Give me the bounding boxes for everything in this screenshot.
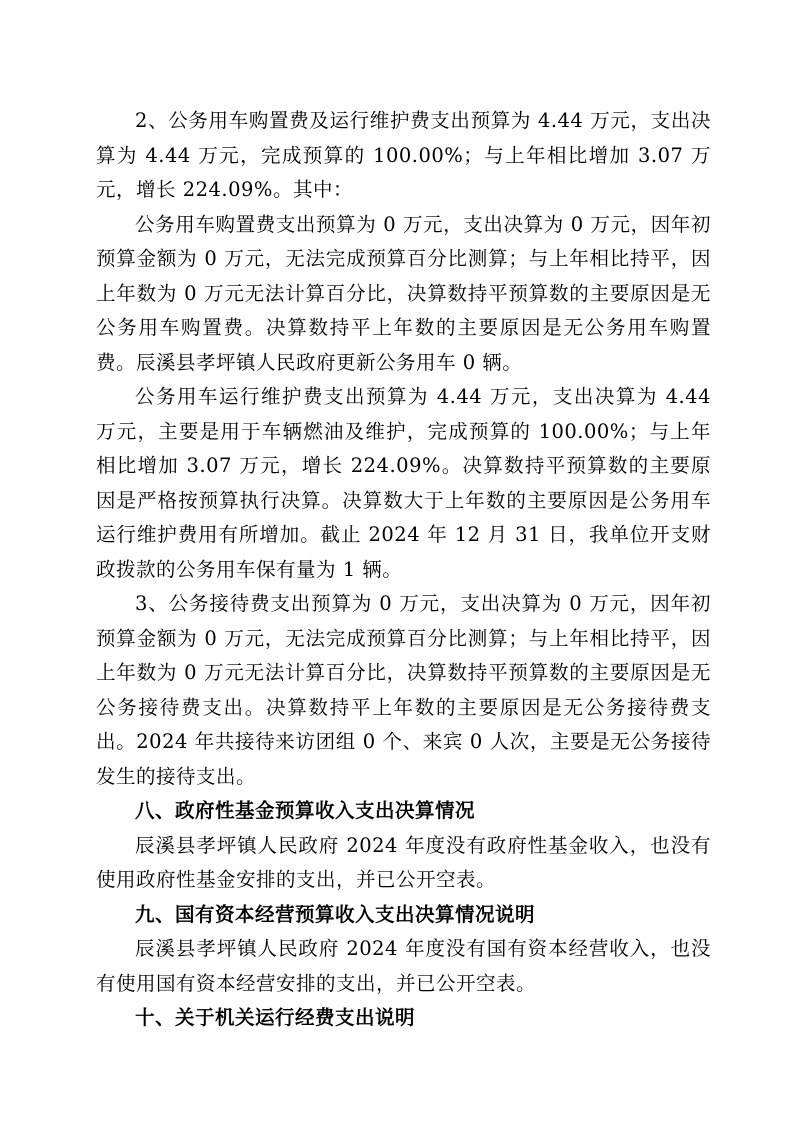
paragraph-vehicle-purchase-detail: 公务用车购置费支出预算为 0 万元，支出决算为 0 万元，因年初预算金额为 0 万元，无法完成预算百分比测算；与上年相比持平，因上年数为 0 万元无法计算百分比，决算数持平预算数的主要原因是无公务用车购置费。决算数持平上年数的主要原因是无公务用车购置费。辰溪县孝坪镇人民政府更新公务用车 0 辆。 [96,212,711,374]
heading-section-10-agency-operating-expense: 十、关于机关运行经费支出说明 [135,1006,416,1029]
heading-section-8-government-fund-budget: 八、政府性基金预算收入支出决算情况 [135,799,476,822]
paragraph-official-reception-expense: 3、公务接待费支出预算为 0 万元，支出决算为 0 万元，因年初预算金额为 0 万元，无法完成预算百分比测算；与上年相比持平，因上年数为 0 万元无法计算百分比，决算数持平预算数的主要原因是无公务接待费支出。决算数持平上年数的主要原因是无公务接待费支出。2024 年共接待来访团组 0 个、来宾 0 人次，主要是无公务接待发生的接待支出。 [96,592,711,788]
heading-section-9-state-capital-budget: 九、国有资本经营预算收入支出决算情况说明 [135,902,536,926]
paragraph-state-capital-statement: 辰溪县孝坪镇人民政府 2024 年度没有国有资本经营收入，也没有使用国有资本经营安排的支出，并已公开空表。 [96,937,711,995]
paragraph-vehicle-purchase-and-maintenance-total: 2、公务用车购置费及运行维护费支出预算为 4.44 万元，支出决算为 4.44 万元，完成预算的 100.00%；与上年相比增加 3.07 万元，增长 224.09%。其中： [96,109,711,201]
paragraph-vehicle-maintenance-detail: 公务用车运行维护费支出预算为 4.44 万元，支出决算为 4.44 万元，主要是用于车辆燃油及维护，完成预算的 100.00%；与上年相比增加 3.07 万元，增长 224.09%。决算数持平预算数的主要原因是严格按预算执行决算。决算数大于上年数的主要原因是公务用车运行维护费用有所增加。截止 2024 年 12 月 31 日，我单位开支财政拨款的公务用车保有量为 1 辆。 [96,385,711,581]
paragraph-government-fund-statement: 辰溪县孝坪镇人民政府 2024 年度没有政府性基金收入，也没有使用政府性基金安排的支出，并已公开空表。 [96,833,711,891]
